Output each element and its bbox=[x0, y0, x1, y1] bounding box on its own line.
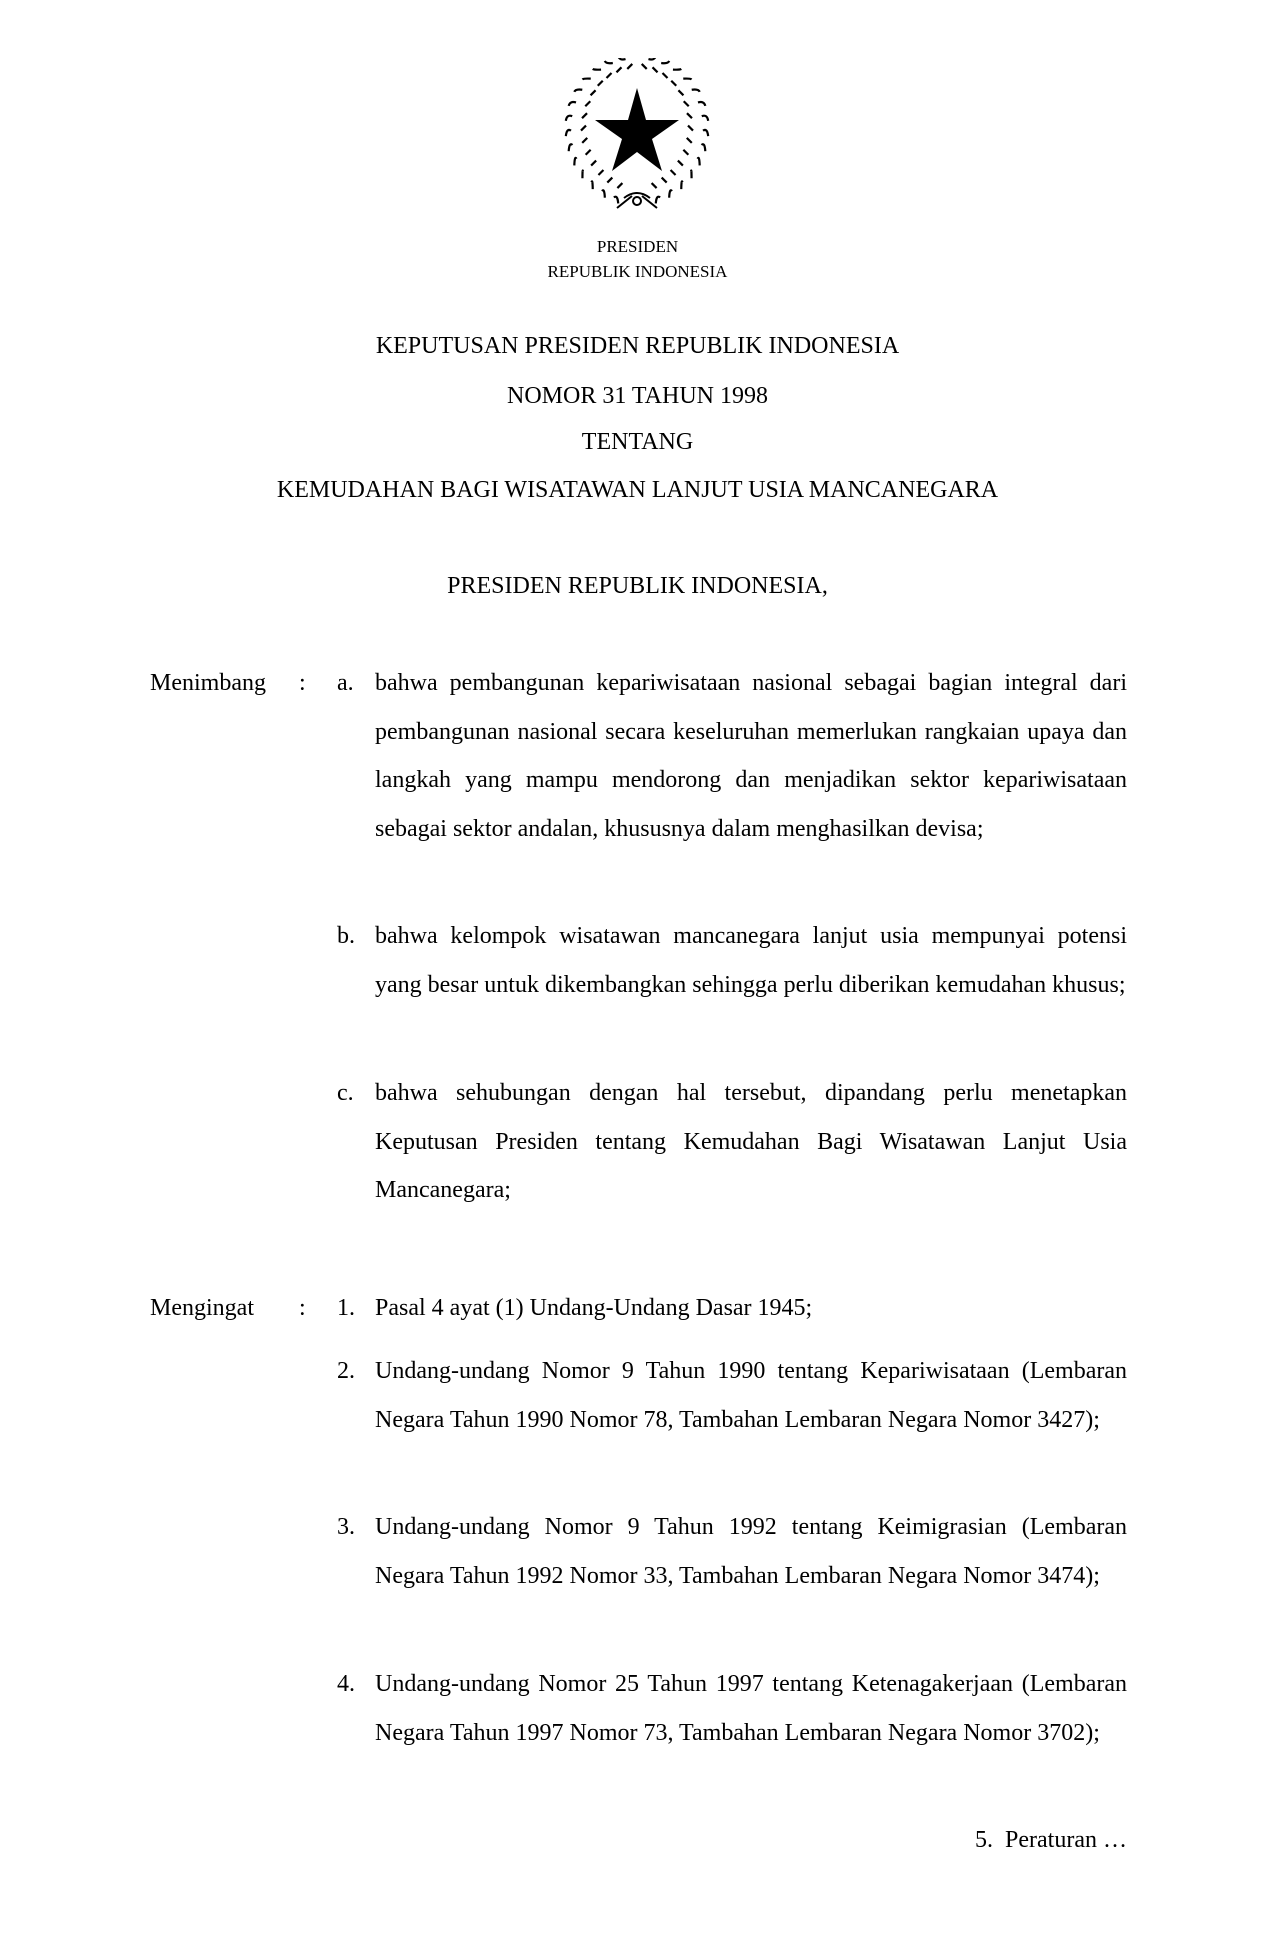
wreath-leaf bbox=[607, 178, 612, 183]
wreath-leaf bbox=[581, 126, 586, 131]
wreath-leaf bbox=[681, 181, 682, 189]
wreath-leaf bbox=[656, 197, 660, 204]
item-marker: 3. bbox=[337, 1514, 355, 1540]
wreath-leaf bbox=[627, 64, 632, 69]
item-marker: 2. bbox=[337, 1358, 355, 1384]
item-text: Undang-undang Nomor 9 Tahun 1992 tentang Keimigrasian (Lembaran Negara Tahun 1992 Nomor 33, Tambahan Lembaran Negara Nomor 3474); bbox=[375, 1514, 1127, 1589]
item-text: Undang-undang Nomor 9 Tahun 1990 tentang Kepariwisataan (Lembaran Negara Tahun 1990 Nomor 78, Tambahan Lembaran Negara Nomor 3427); bbox=[375, 1358, 1127, 1433]
wreath-leaf bbox=[598, 81, 603, 86]
title-line4: KEMUDAHAN BAGI WISATAWAN LANJUT USIA MANCANEGARA bbox=[276, 477, 999, 503]
title-line1: KEPUTUSAN PRESIDEN REPUBLIK INDONESIA bbox=[375, 333, 900, 359]
item-marker: b. bbox=[337, 923, 355, 949]
item-text: bahwa sehubungan dengan hal tersebut, dipandang perlu menetapkan Keputusan Presiden tentang Kemudahan Bagi Wisatawan Lanjut Usia Mancanegara; bbox=[375, 1080, 1127, 1203]
wreath-leaf bbox=[662, 178, 667, 183]
wreath-leaf bbox=[687, 138, 692, 143]
wreath-leaf bbox=[678, 90, 683, 95]
wreath-leaf bbox=[582, 113, 587, 118]
wreath-leaf bbox=[678, 161, 683, 166]
wreath-leaf bbox=[698, 102, 705, 106]
menimbang-label: Menimbang bbox=[150, 670, 266, 696]
wreath-leaf bbox=[616, 67, 621, 72]
wreath-leaf bbox=[652, 183, 657, 188]
wreath-leaf bbox=[592, 181, 593, 189]
wreath-leaf bbox=[582, 170, 583, 178]
wreath-leaf bbox=[653, 67, 658, 72]
wreath-leaf bbox=[684, 101, 689, 106]
wreath-leaf bbox=[687, 113, 692, 118]
wreath-leaf bbox=[591, 90, 596, 95]
wreath-leaf bbox=[661, 61, 669, 63]
mengingat-label: Mengingat bbox=[150, 1295, 254, 1321]
wreath-leaf bbox=[569, 144, 573, 151]
wreath-leaf bbox=[698, 158, 700, 166]
wreath-leaf bbox=[566, 116, 572, 121]
title-line2: NOMOR 31 TAHUN 1998 bbox=[507, 383, 768, 409]
wreath-leaf bbox=[669, 190, 672, 197]
wreath-leaf bbox=[574, 158, 576, 166]
star-icon bbox=[595, 88, 679, 171]
wreath-leaf bbox=[702, 116, 708, 121]
wreath-leaf bbox=[574, 89, 582, 91]
item-text: bahwa pembangunan kepariwisataan nasional sebagai bagian integral dari pembangunan nasional secara keseluruhan memerlukan rangkaian upaya dan langkah yang mampu mendorong dan menjadikan sektor kepariwisataan sebagai sektor andalan, khususnya dalam menghasilkan devisa; bbox=[375, 670, 1127, 842]
wreath-leaf bbox=[703, 130, 708, 136]
wreath-leaf bbox=[692, 89, 700, 91]
letterhead-line2: REPUBLIK INDONESIA bbox=[547, 262, 728, 281]
wreath-leaf bbox=[605, 61, 613, 63]
wreath-leaf bbox=[598, 170, 603, 175]
wreath-leaf bbox=[617, 183, 622, 188]
wreath-leaf bbox=[607, 73, 612, 78]
wreath-leaf bbox=[585, 101, 590, 106]
wreath-leaf bbox=[618, 58, 625, 60]
wreath-leaf bbox=[586, 150, 591, 155]
star-wreath-emblem bbox=[562, 58, 712, 216]
menimbang-colon: : bbox=[299, 670, 306, 696]
wreath-leaf bbox=[671, 170, 676, 175]
wreath-leaf bbox=[702, 144, 706, 151]
wreath-leaf bbox=[691, 170, 692, 178]
wreath-leaf bbox=[671, 81, 676, 86]
wreath-leaf bbox=[683, 150, 688, 155]
item-marker: c. bbox=[337, 1080, 354, 1106]
page-continuation: 5. Peraturan … bbox=[975, 1827, 1127, 1853]
wreath-leaf bbox=[688, 126, 693, 131]
item-text: Pasal 4 ayat (1) Undang-Undang Dasar 1945; bbox=[375, 1295, 813, 1321]
wreath-leaf bbox=[662, 73, 667, 78]
item-marker: 4. bbox=[337, 1671, 355, 1697]
item-text: bahwa kelompok wisatawan mancanegara lanjut usia mempunyai potensi yang besar untuk dikembangkan sehingga perlu diberikan kemudahan khusus; bbox=[375, 923, 1127, 998]
wreath-leaf bbox=[648, 58, 655, 60]
item-text: Undang-undang Nomor 25 Tahun 1997 tentang Ketenagakerjaan (Lembaran Negara Tahun 1997 Nomor 73, Tambahan Lembaran Negara Nomor 3702); bbox=[375, 1671, 1127, 1746]
wreath-leaf bbox=[642, 64, 647, 69]
item-marker: a. bbox=[337, 670, 354, 696]
wreath-leaf bbox=[593, 69, 601, 70]
title-line3: TENTANG bbox=[581, 429, 694, 455]
wreath-leaf bbox=[614, 197, 618, 204]
wreath-leaf bbox=[582, 79, 590, 80]
wreath-leaf bbox=[566, 130, 571, 136]
wreath-leaf bbox=[673, 69, 681, 70]
wreath-leaf bbox=[569, 102, 576, 106]
issuer: PRESIDEN REPUBLIK INDONESIA, bbox=[447, 573, 828, 599]
wreath-leaf bbox=[582, 138, 587, 143]
letterhead-line1: PRESIDEN bbox=[596, 237, 679, 256]
mengingat-colon: : bbox=[299, 1295, 306, 1321]
item-marker: 1. bbox=[337, 1295, 355, 1321]
wreath-leaf bbox=[602, 190, 605, 197]
wreath-leaf bbox=[591, 161, 596, 166]
wreath-leaf bbox=[683, 79, 691, 80]
